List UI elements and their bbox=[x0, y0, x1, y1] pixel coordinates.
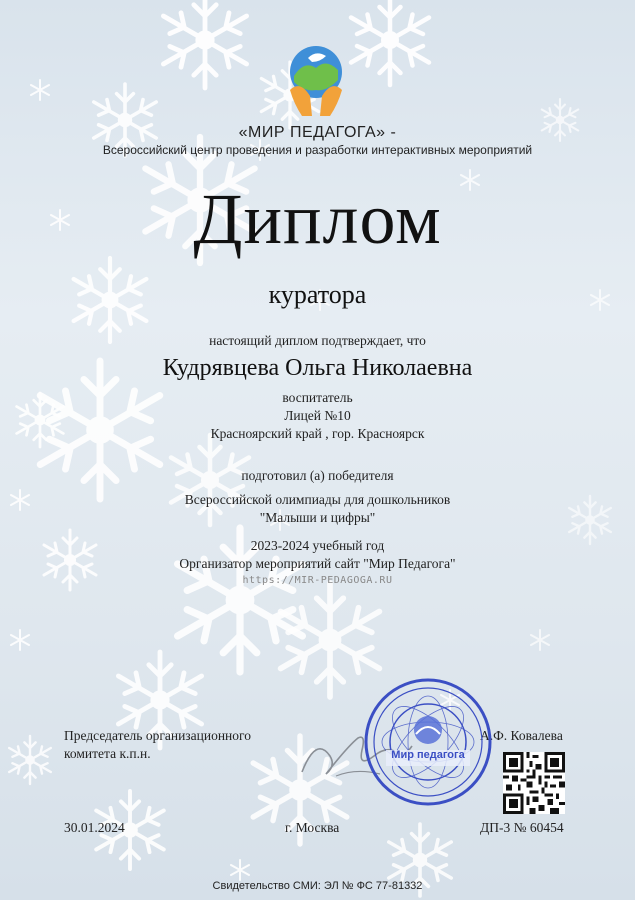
chair-title-line2: комитета к.п.н. bbox=[64, 746, 151, 761]
prepared-text: подготовил (а) победителя bbox=[241, 468, 394, 483]
org-name: «МИР ПЕДАГОГА» - bbox=[238, 124, 397, 141]
recipient-position: воспитатель bbox=[282, 390, 353, 405]
website-link[interactable]: https://MIR-PEDAGOGA.RU bbox=[242, 575, 393, 586]
school-year: 2023-2024 учебный год bbox=[250, 538, 385, 553]
recipient-location: Красноярский край , гор. Красноярск bbox=[210, 426, 425, 441]
organizer-text: Организатор мероприятий сайт "Мир Педагога" bbox=[179, 556, 456, 571]
diploma-subtitle: куратора bbox=[268, 280, 367, 309]
org-subtitle: Всероссийский центр проведения и разработки интерактивных мероприятий bbox=[102, 143, 533, 157]
hands-globe-logo-icon bbox=[282, 40, 350, 120]
diploma-title: Диплом bbox=[193, 179, 442, 259]
confirm-text: настоящий диплом подтверждает, что bbox=[209, 333, 426, 348]
qr-code-icon bbox=[503, 752, 565, 814]
seal-text: Мир педагога bbox=[391, 749, 465, 761]
event-name-line1: Всероссийской олимпиады для дошкольников bbox=[184, 492, 451, 507]
recipient-institution: Лицей №10 bbox=[284, 408, 351, 423]
signer-name: А.Ф. Ковалева bbox=[480, 728, 563, 743]
media-registration: Свидетельство СМИ: ЭЛ № ФС 77-81332 bbox=[212, 880, 423, 892]
event-name-line2: "Малыши и цифры" bbox=[259, 510, 376, 525]
issue-date: 30.01.2024 bbox=[64, 820, 125, 835]
chair-title-line1: Председатель организационного bbox=[64, 728, 251, 743]
recipient-name: Кудрявцева Ольга Николаевна bbox=[162, 355, 473, 381]
issue-city: г. Москва bbox=[285, 820, 340, 835]
round-stamp-icon bbox=[362, 676, 494, 808]
document-number: ДП-3 № 60454 bbox=[480, 820, 564, 835]
